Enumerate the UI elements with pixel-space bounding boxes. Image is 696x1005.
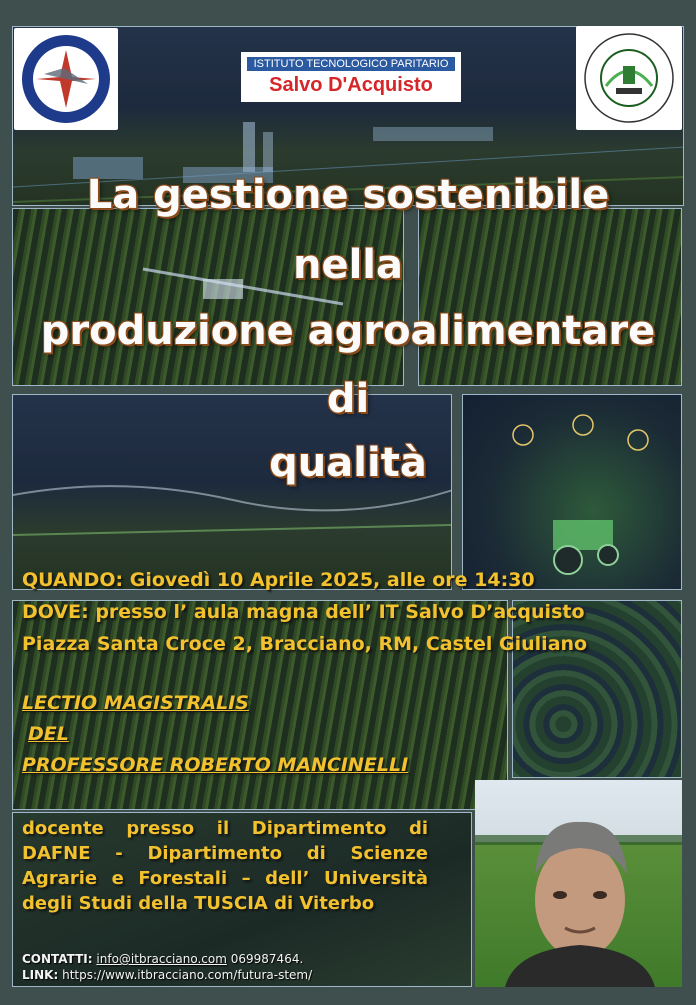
- photo-sky-field: [12, 394, 452, 590]
- where-value: presso l’ aula magna dell’ IT Salvo D’acquisto: [95, 601, 585, 623]
- contact-email-link[interactable]: info@itbracciano.com: [96, 952, 227, 966]
- contacts-label: CONTATTI:: [22, 952, 93, 966]
- logo-right: [576, 26, 682, 130]
- speaker-photo: [475, 780, 682, 987]
- tractor-graphic: [463, 395, 682, 590]
- photo-drone-field: [12, 208, 404, 386]
- title-line-2: nella: [292, 242, 404, 288]
- photo-crop-rows: [418, 208, 682, 386]
- aeronautical-seal-icon: [14, 28, 118, 130]
- banner-top-text: ISTITUTO TECNOLOGICO PARITARIO: [253, 58, 449, 70]
- link-line: [22, 968, 312, 982]
- agrarian-seal-icon: [576, 26, 682, 130]
- event-when: [22, 571, 535, 590]
- where-label: DOVE:: [22, 601, 89, 623]
- title-line-5: qualità: [269, 440, 427, 486]
- photo-tractor: [462, 394, 682, 590]
- contacts-line: [22, 952, 303, 966]
- website-link[interactable]: https://www.itbracciano.com/futura-stem/: [62, 968, 313, 982]
- logo-left: [14, 28, 118, 130]
- title-line-3: produzione agroalimentare: [40, 308, 656, 354]
- lecture-line-1: LECTIO MAGISTRALIS: [22, 692, 249, 714]
- school-banner: [241, 52, 461, 102]
- speaker-portrait-graphic: [475, 780, 682, 987]
- speaker-bio: docente presso il Dipartimento di DAFNE - Dipartimento di Scienze Agrarie e Forestali – dell’ Università degli Studi della TUSCIA di Viterbo: [22, 818, 428, 914]
- banner-name: Salvo D'Acquisto: [269, 74, 433, 96]
- event-address: Piazza Santa Croce 2, Bracciano, RM, Castel Giuliano: [22, 633, 588, 655]
- event-where: [22, 603, 585, 622]
- drone-graphic: [13, 209, 404, 386]
- lecture-line-2: DEL: [28, 723, 69, 745]
- title-line-1: La gestione sostenibile: [86, 172, 610, 218]
- when-value: Giovedì 10 Aprile 2025, alle ore 14:30: [129, 569, 535, 591]
- title-line-4: di: [326, 376, 370, 422]
- when-label: QUANDO:: [22, 569, 124, 591]
- photo-leaves: [512, 600, 682, 778]
- lecture-line-3: PROFESSORE ROBERTO MANCINELLI: [22, 754, 409, 776]
- link-label: LINK:: [22, 968, 59, 982]
- sky-clouds-graphic: [13, 395, 452, 590]
- contact-phone: 069987464.: [230, 952, 304, 966]
